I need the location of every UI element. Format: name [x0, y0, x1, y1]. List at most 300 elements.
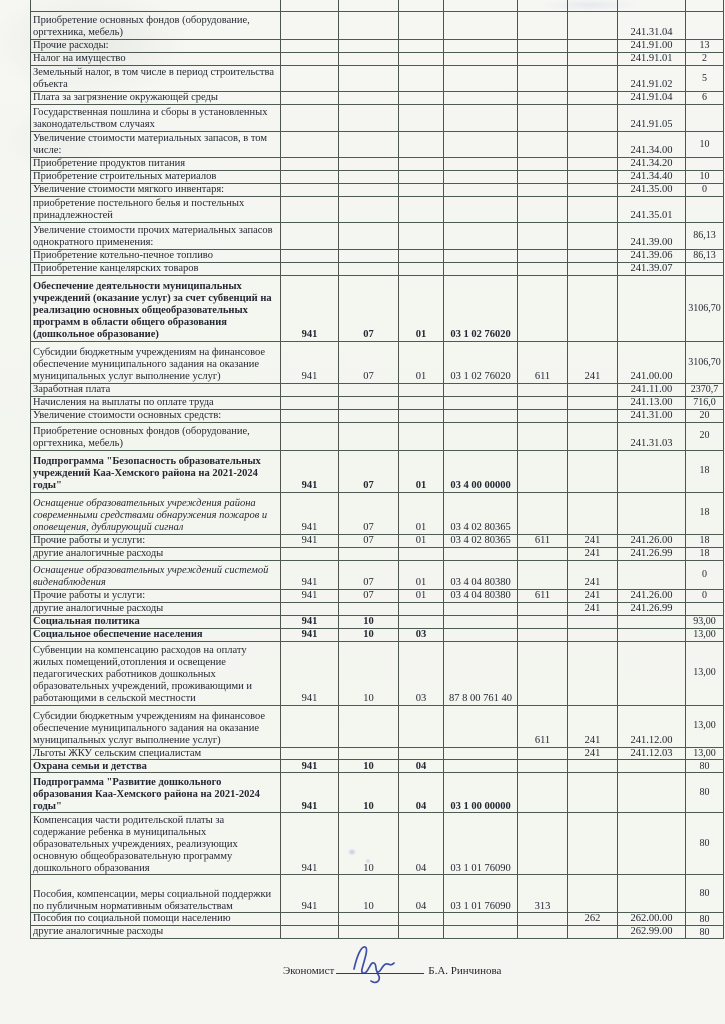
- row-amount: 0: [686, 560, 724, 589]
- row-description: Подпрограмма "Развитие дошкольного образования Каа-Хемского района на 2021-2024 годы": [31, 773, 281, 813]
- target-article-code: [444, 249, 518, 262]
- row-description: Приобретение котельно-печное топливо: [31, 249, 281, 262]
- target-article-code: [444, 628, 518, 641]
- row-description: Плата за загрязнение окружающей среды: [31, 91, 281, 104]
- table-row: [31, 602, 724, 615]
- razdel-code: 07: [339, 275, 399, 341]
- row-amount: 18: [686, 450, 724, 492]
- analytics-code: [568, 628, 618, 641]
- table-row: [31, 492, 724, 534]
- podrazdel-code: 01: [399, 492, 444, 534]
- empty-cell: [686, 0, 724, 12]
- kosgu-code: [618, 450, 686, 492]
- row-description: Субсидии бюджетным учреждениям на финансовое обеспечение муниципального задания на оказание муниципальных услуг выполнение услуг): [31, 341, 281, 383]
- podrazdel-code: [399, 183, 444, 196]
- kosgu-code: 241.34.40: [618, 170, 686, 183]
- row-description: Увеличение стоимости основных средств:: [31, 409, 281, 422]
- razdel-code: 07: [339, 534, 399, 547]
- table-row: [31, 641, 724, 705]
- table-row: [31, 773, 724, 813]
- analytics-code: [568, 183, 618, 196]
- vid-rashodov-code: [518, 196, 568, 222]
- kosgu-code: 241.91.05: [618, 104, 686, 131]
- table-row: [31, 422, 724, 450]
- vid-rashodov-code: 611: [518, 705, 568, 747]
- empty-cell: [31, 0, 281, 12]
- row-description: Прочие работы и услуги:: [31, 534, 281, 547]
- podrazdel-code: 01: [399, 341, 444, 383]
- razdel-code: 10: [339, 813, 399, 875]
- kosgu-code: 241.39.06: [618, 249, 686, 262]
- table-row: [31, 747, 724, 760]
- target-article-code: [444, 747, 518, 760]
- row-amount: [686, 262, 724, 275]
- target-article-code: [444, 40, 518, 53]
- kosgu-code: 241.31.04: [618, 12, 686, 40]
- budget-table: [30, 0, 724, 939]
- podrazdel-code: 01: [399, 534, 444, 547]
- kosgu-code: 241.26.99: [618, 547, 686, 560]
- razdel-code: [339, 396, 399, 409]
- table-row: [31, 157, 724, 170]
- razdel-code: 07: [339, 560, 399, 589]
- grbs-code: [281, 602, 339, 615]
- analytics-code: 241: [568, 589, 618, 602]
- empty-cell: [281, 0, 339, 12]
- grbs-code: 941: [281, 875, 339, 913]
- target-article-code: [444, 409, 518, 422]
- grbs-code: 941: [281, 534, 339, 547]
- analytics-code: [568, 275, 618, 341]
- podrazdel-code: [399, 422, 444, 450]
- grbs-code: 941: [281, 341, 339, 383]
- row-amount: 0: [686, 589, 724, 602]
- target-article-code: [444, 262, 518, 275]
- row-amount: [686, 602, 724, 615]
- row-amount: 5: [686, 65, 724, 91]
- row-description: Увеличение стоимости мягкого инвентаря:: [31, 183, 281, 196]
- analytics-code: [568, 383, 618, 396]
- razdel-code: 07: [339, 341, 399, 383]
- row-amount: 13: [686, 40, 724, 53]
- vid-rashodov-code: [518, 422, 568, 450]
- target-article-code: [444, 422, 518, 450]
- grbs-code: 941: [281, 560, 339, 589]
- table-row: [31, 65, 724, 91]
- grbs-code: 941: [281, 492, 339, 534]
- row-amount: 2370,7: [686, 383, 724, 396]
- target-article-code: [444, 926, 518, 939]
- razdel-code: [339, 705, 399, 747]
- podrazdel-code: [399, 547, 444, 560]
- target-article-code: 87 8 00 761 40: [444, 641, 518, 705]
- table-row: [31, 628, 724, 641]
- row-description: Социальное обеспечение населения: [31, 628, 281, 641]
- vid-rashodov-code: [518, 383, 568, 396]
- vid-rashodov-code: [518, 222, 568, 249]
- podrazdel-code: [399, 409, 444, 422]
- table-row: [31, 91, 724, 104]
- target-article-code: [444, 913, 518, 926]
- row-amount: 13,00: [686, 628, 724, 641]
- table-row: [31, 589, 724, 602]
- kosgu-code: 241.39.07: [618, 262, 686, 275]
- table-row: [31, 52, 724, 65]
- row-amount: 80: [686, 913, 724, 926]
- analytics-code: 241: [568, 705, 618, 747]
- podrazdel-code: 04: [399, 813, 444, 875]
- grbs-code: [281, 396, 339, 409]
- razdel-code: [339, 196, 399, 222]
- vid-rashodov-code: [518, 492, 568, 534]
- vid-rashodov-code: [518, 813, 568, 875]
- podrazdel-code: [399, 157, 444, 170]
- row-amount: 86,13: [686, 222, 724, 249]
- vid-rashodov-code: [518, 547, 568, 560]
- grbs-code: 941: [281, 589, 339, 602]
- target-article-code: [444, 760, 518, 773]
- kosgu-code: [618, 641, 686, 705]
- row-amount: [686, 104, 724, 131]
- vid-rashodov-code: 611: [518, 341, 568, 383]
- razdel-code: 07: [339, 450, 399, 492]
- target-article-code: [444, 602, 518, 615]
- vid-rashodov-code: [518, 773, 568, 813]
- podrazdel-code: [399, 602, 444, 615]
- table-row: [31, 875, 724, 913]
- grbs-code: 941: [281, 275, 339, 341]
- podrazdel-code: [399, 131, 444, 157]
- grbs-code: [281, 222, 339, 249]
- vid-rashodov-code: [518, 91, 568, 104]
- row-description: другие аналогичные расходы: [31, 602, 281, 615]
- row-description: Компенсация части родительской платы за содержание ребенка в муниципальных образовательных учреждениях, реализующих основную общеобразовательную программу дошкольного образования: [31, 813, 281, 875]
- podrazdel-code: 04: [399, 760, 444, 773]
- vid-rashodov-code: [518, 249, 568, 262]
- vid-rashodov-code: [518, 641, 568, 705]
- kosgu-code: 262.99.00: [618, 926, 686, 939]
- razdel-code: [339, 249, 399, 262]
- kosgu-code: [618, 813, 686, 875]
- podrazdel-code: [399, 170, 444, 183]
- razdel-code: [339, 40, 399, 53]
- row-amount: 10: [686, 131, 724, 157]
- grbs-code: [281, 91, 339, 104]
- row-amount: 86,13: [686, 249, 724, 262]
- kosgu-code: [618, 875, 686, 913]
- budget-table-body: [31, 0, 724, 939]
- analytics-code: 241: [568, 602, 618, 615]
- row-description: Оснащение образовательных учреждений системой виденаблюдения: [31, 560, 281, 589]
- podrazdel-code: 04: [399, 875, 444, 913]
- signature-block: [283, 961, 725, 977]
- row-description: Субсидии бюджетным учреждениям на финансовое обеспечение муниципального задания на оказание муниципальных услуг выполнение услуг): [31, 705, 281, 747]
- analytics-code: [568, 131, 618, 157]
- table-row: [31, 534, 724, 547]
- podrazdel-code: [399, 104, 444, 131]
- vid-rashodov-code: [518, 615, 568, 628]
- vid-rashodov-code: [518, 396, 568, 409]
- vid-rashodov-code: 611: [518, 589, 568, 602]
- grbs-code: 941: [281, 615, 339, 628]
- razdel-code: [339, 131, 399, 157]
- podrazdel-code: 03: [399, 641, 444, 705]
- row-amount: 3106,70: [686, 275, 724, 341]
- grbs-code: [281, 747, 339, 760]
- analytics-code: [568, 157, 618, 170]
- vid-rashodov-code: [518, 760, 568, 773]
- razdel-code: [339, 602, 399, 615]
- empty-cell: [399, 0, 444, 12]
- table-row: [31, 615, 724, 628]
- target-article-code: [444, 196, 518, 222]
- razdel-code: 07: [339, 589, 399, 602]
- row-amount: 3106,70: [686, 341, 724, 383]
- kosgu-code: 262.00.00: [618, 913, 686, 926]
- row-description: Заработная плата: [31, 383, 281, 396]
- podrazdel-code: 01: [399, 560, 444, 589]
- analytics-code: [568, 262, 618, 275]
- vid-rashodov-code: [518, 628, 568, 641]
- row-amount: 13,00: [686, 747, 724, 760]
- target-article-code: [444, 91, 518, 104]
- target-article-code: [444, 705, 518, 747]
- podrazdel-code: [399, 615, 444, 628]
- vid-rashodov-code: [518, 65, 568, 91]
- row-amount: 13,00: [686, 641, 724, 705]
- row-amount: 80: [686, 875, 724, 913]
- row-description: Охрана семьи и детства: [31, 760, 281, 773]
- table-row: [31, 40, 724, 53]
- row-amount: 716,0: [686, 396, 724, 409]
- table-row: [31, 275, 724, 341]
- analytics-code: [568, 450, 618, 492]
- row-description: другие аналогичные расходы: [31, 926, 281, 939]
- kosgu-code: 241.39.00: [618, 222, 686, 249]
- table-row: [31, 409, 724, 422]
- target-article-code: 03 4 00 00000: [444, 450, 518, 492]
- vid-rashodov-code: [518, 602, 568, 615]
- vid-rashodov-code: [518, 275, 568, 341]
- vid-rashodov-code: [518, 52, 568, 65]
- analytics-code: [568, 104, 618, 131]
- vid-rashodov-code: [518, 157, 568, 170]
- table-row: [31, 12, 724, 40]
- kosgu-code: [618, 628, 686, 641]
- table-row: [31, 396, 724, 409]
- row-description: Приобретение основных фондов (оборудование, оргтехника, мебель): [31, 12, 281, 40]
- kosgu-code: 241.26.00: [618, 589, 686, 602]
- razdel-code: [339, 222, 399, 249]
- row-description: Социальная политика: [31, 615, 281, 628]
- grbs-code: [281, 913, 339, 926]
- razdel-code: [339, 262, 399, 275]
- table-row: [31, 104, 724, 131]
- grbs-code: [281, 383, 339, 396]
- row-description: Приобретение основных фондов (оборудование, оргтехника, мебель): [31, 422, 281, 450]
- table-row: [31, 183, 724, 196]
- row-description: Субвенции на компенсацию расходов на оплату жилых помещений,отопления и освещение педагогических работников дошкольных образовательных учреждений, проживающими и работающими в сельской местности: [31, 641, 281, 705]
- vid-rashodov-code: [518, 450, 568, 492]
- grbs-code: [281, 249, 339, 262]
- razdel-code: [339, 409, 399, 422]
- target-article-code: 03 4 04 80380: [444, 560, 518, 589]
- row-description: Увеличение стоимости прочих материальных запасов однократного применения:: [31, 222, 281, 249]
- vid-rashodov-code: [518, 926, 568, 939]
- podrazdel-code: [399, 52, 444, 65]
- kosgu-code: [618, 615, 686, 628]
- grbs-code: [281, 157, 339, 170]
- grbs-code: [281, 705, 339, 747]
- row-amount: 80: [686, 773, 724, 813]
- target-article-code: [444, 396, 518, 409]
- grbs-code: [281, 65, 339, 91]
- kosgu-code: 241.26.00: [618, 534, 686, 547]
- target-article-code: [444, 65, 518, 91]
- table-row: [31, 262, 724, 275]
- table-row: [31, 383, 724, 396]
- kosgu-code: [618, 773, 686, 813]
- grbs-code: [281, 409, 339, 422]
- podrazdel-code: [399, 12, 444, 40]
- row-amount: 2: [686, 52, 724, 65]
- target-article-code: [444, 12, 518, 40]
- row-description: другие аналогичные расходы: [31, 547, 281, 560]
- table-row: [31, 813, 724, 875]
- kosgu-code: 241.26.99: [618, 602, 686, 615]
- razdel-code: 07: [339, 492, 399, 534]
- empty-cell: [618, 0, 686, 12]
- analytics-code: 241: [568, 560, 618, 589]
- analytics-code: [568, 196, 618, 222]
- row-description: Начисления на выплаты по оплате труда: [31, 396, 281, 409]
- grbs-code: [281, 104, 339, 131]
- row-amount: 18: [686, 534, 724, 547]
- analytics-code: 241: [568, 534, 618, 547]
- grbs-code: [281, 183, 339, 196]
- row-amount: 18: [686, 492, 724, 534]
- row-description: Налог на имущество: [31, 52, 281, 65]
- row-description: Земельный налог, в том числе в период строительства объекта: [31, 65, 281, 91]
- target-article-code: [444, 131, 518, 157]
- kosgu-code: 241.91.00: [618, 40, 686, 53]
- kosgu-code: 241.31.03: [618, 422, 686, 450]
- kosgu-code: [618, 760, 686, 773]
- analytics-code: [568, 615, 618, 628]
- razdel-code: [339, 65, 399, 91]
- razdel-code: [339, 383, 399, 396]
- analytics-code: 241: [568, 747, 618, 760]
- vid-rashodov-code: [518, 747, 568, 760]
- table-row: [31, 341, 724, 383]
- table-row: [31, 547, 724, 560]
- podrazdel-code: [399, 196, 444, 222]
- podrazdel-code: [399, 926, 444, 939]
- analytics-code: 241: [568, 547, 618, 560]
- target-article-code: 03 1 02 76020: [444, 275, 518, 341]
- kosgu-code: [618, 275, 686, 341]
- analytics-code: [568, 170, 618, 183]
- row-description: Приобретение продуктов питания: [31, 157, 281, 170]
- target-article-code: 03 4 04 80380: [444, 589, 518, 602]
- razdel-code: 10: [339, 875, 399, 913]
- razdel-code: 10: [339, 615, 399, 628]
- razdel-code: [339, 52, 399, 65]
- table-row: [31, 222, 724, 249]
- row-description: Прочие работы и услуги:: [31, 589, 281, 602]
- grbs-code: 941: [281, 628, 339, 641]
- target-article-code: [444, 222, 518, 249]
- target-article-code: [444, 183, 518, 196]
- vid-rashodov-code: [518, 131, 568, 157]
- podrazdel-code: [399, 705, 444, 747]
- empty-cell: [444, 0, 518, 12]
- economist-label: Экономист: [283, 965, 335, 978]
- kosgu-code: 241.34.00: [618, 131, 686, 157]
- kosgu-code: [618, 492, 686, 534]
- target-article-code: 03 1 00 00000: [444, 773, 518, 813]
- analytics-code: [568, 760, 618, 773]
- table-row: [31, 170, 724, 183]
- row-amount: [686, 12, 724, 40]
- signer-name: Б.А. Ринчинова: [428, 965, 502, 978]
- podrazdel-code: [399, 249, 444, 262]
- row-amount: 93,00: [686, 615, 724, 628]
- analytics-code: [568, 52, 618, 65]
- grbs-code: [281, 131, 339, 157]
- row-amount: 13,00: [686, 705, 724, 747]
- analytics-code: [568, 249, 618, 262]
- row-description: Прочие расходы:: [31, 40, 281, 53]
- analytics-code: [568, 875, 618, 913]
- razdel-code: 10: [339, 773, 399, 813]
- grbs-code: [281, 196, 339, 222]
- razdel-code: [339, 170, 399, 183]
- table-row: [31, 450, 724, 492]
- row-description: Оснащение образовательных учреждения района современными средствами обнаружения пожаров и оповещения, дублирующий сигнал: [31, 492, 281, 534]
- razdel-code: [339, 913, 399, 926]
- grbs-code: 941: [281, 773, 339, 813]
- kosgu-code: 241.91.01: [618, 52, 686, 65]
- vid-rashodov-code: [518, 12, 568, 40]
- target-article-code: 03 4 02 80365: [444, 492, 518, 534]
- razdel-code: [339, 747, 399, 760]
- podrazdel-code: [399, 396, 444, 409]
- podrazdel-code: [399, 40, 444, 53]
- kosgu-code: 241.11.00: [618, 383, 686, 396]
- analytics-code: [568, 422, 618, 450]
- podrazdel-code: [399, 65, 444, 91]
- kosgu-code: 241.00.00: [618, 341, 686, 383]
- row-description: Обеспечение деятельности муниципальных учреждений (оказание услуг) за счет субвенций на реализацию основных общеобразовательных программ в области общего образования (дошкольное образование): [31, 275, 281, 341]
- podrazdel-code: 03: [399, 628, 444, 641]
- grbs-code: [281, 262, 339, 275]
- razdel-code: [339, 91, 399, 104]
- podrazdel-code: [399, 383, 444, 396]
- analytics-code: [568, 65, 618, 91]
- analytics-code: [568, 641, 618, 705]
- row-amount: 10: [686, 170, 724, 183]
- target-article-code: [444, 547, 518, 560]
- analytics-code: [568, 12, 618, 40]
- grbs-code: 941: [281, 813, 339, 875]
- vid-rashodov-code: 611: [518, 534, 568, 547]
- target-article-code: [444, 615, 518, 628]
- kosgu-code: 241.34.20: [618, 157, 686, 170]
- row-amount: 20: [686, 409, 724, 422]
- kosgu-code: [618, 560, 686, 589]
- kosgu-code: 241.91.04: [618, 91, 686, 104]
